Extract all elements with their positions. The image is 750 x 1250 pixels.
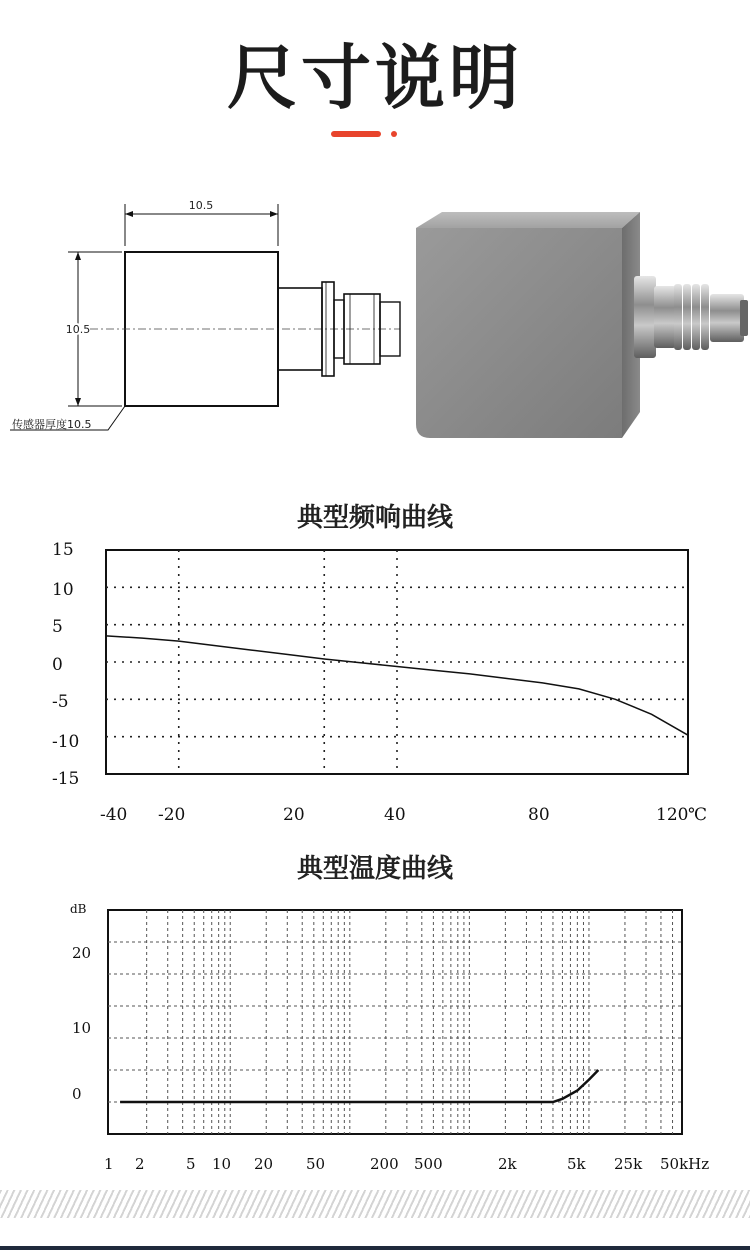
freq-response-line bbox=[106, 636, 688, 735]
temp-x-tick: 5k bbox=[567, 1155, 586, 1173]
temp-x-tick: 50 bbox=[306, 1155, 326, 1173]
freq-x-tick: 40 bbox=[384, 805, 406, 825]
width-label: 10.5 bbox=[188, 199, 214, 212]
temp-x-tick: 20 bbox=[254, 1155, 274, 1173]
freq-y-tick: 5 bbox=[52, 617, 63, 637]
temp-x-tick: 50kHz bbox=[660, 1155, 710, 1173]
temp-y-tick: 0 bbox=[72, 1085, 82, 1103]
temp-x-tick: 1 bbox=[104, 1155, 114, 1173]
temp-y-tick: 10 bbox=[72, 1019, 92, 1037]
freq-y-tick: 10 bbox=[52, 580, 74, 600]
temp-x-tick: 25k bbox=[614, 1155, 643, 1173]
temp-x-tick: 200 bbox=[370, 1155, 399, 1173]
thickness-note: 传感器厚度10.5 bbox=[12, 418, 92, 431]
page-title: 尺寸说明 bbox=[227, 37, 523, 119]
freq-chart-title: 典型频响曲线 bbox=[296, 503, 453, 533]
freq-x-tick: 120 bbox=[656, 805, 689, 825]
freq-y-tick: -15 bbox=[52, 769, 80, 789]
sensor-product-image bbox=[410, 200, 750, 450]
title-underline bbox=[331, 131, 381, 137]
temp-x-tick: 500 bbox=[414, 1155, 443, 1173]
freq-x-unit: ℃ bbox=[688, 805, 708, 825]
freq-y-tick: 0 bbox=[52, 655, 63, 675]
freq-y-tick: -10 bbox=[52, 732, 80, 752]
temp-chart-title: 典型温度曲线 bbox=[296, 854, 453, 884]
freq-y-tick: 15 bbox=[52, 540, 74, 560]
decorative-stripes bbox=[0, 1190, 750, 1218]
dimension-drawing bbox=[0, 190, 410, 450]
freq-x-tick: -20 bbox=[158, 805, 186, 825]
freq-x-tick: 80 bbox=[528, 805, 550, 825]
freq-x-tick: 20 bbox=[283, 805, 305, 825]
temp-y-unit: dB bbox=[70, 902, 87, 916]
temp-x-tick: 10 bbox=[212, 1155, 232, 1173]
height-label: 10.5 bbox=[65, 323, 91, 336]
temp-y-tick: 20 bbox=[72, 944, 92, 962]
freq-chart-plot bbox=[104, 548, 690, 776]
freq-y-tick: -5 bbox=[52, 692, 69, 712]
bottom-divider bbox=[0, 1246, 750, 1250]
temp-x-tick: 5 bbox=[186, 1155, 196, 1173]
freq-x-tick: -40 bbox=[100, 805, 128, 825]
temp-x-tick: 2k bbox=[498, 1155, 517, 1173]
temp-chart-plot bbox=[106, 908, 684, 1136]
title-dot bbox=[391, 131, 397, 137]
temp-x-tick: 2 bbox=[135, 1155, 145, 1173]
